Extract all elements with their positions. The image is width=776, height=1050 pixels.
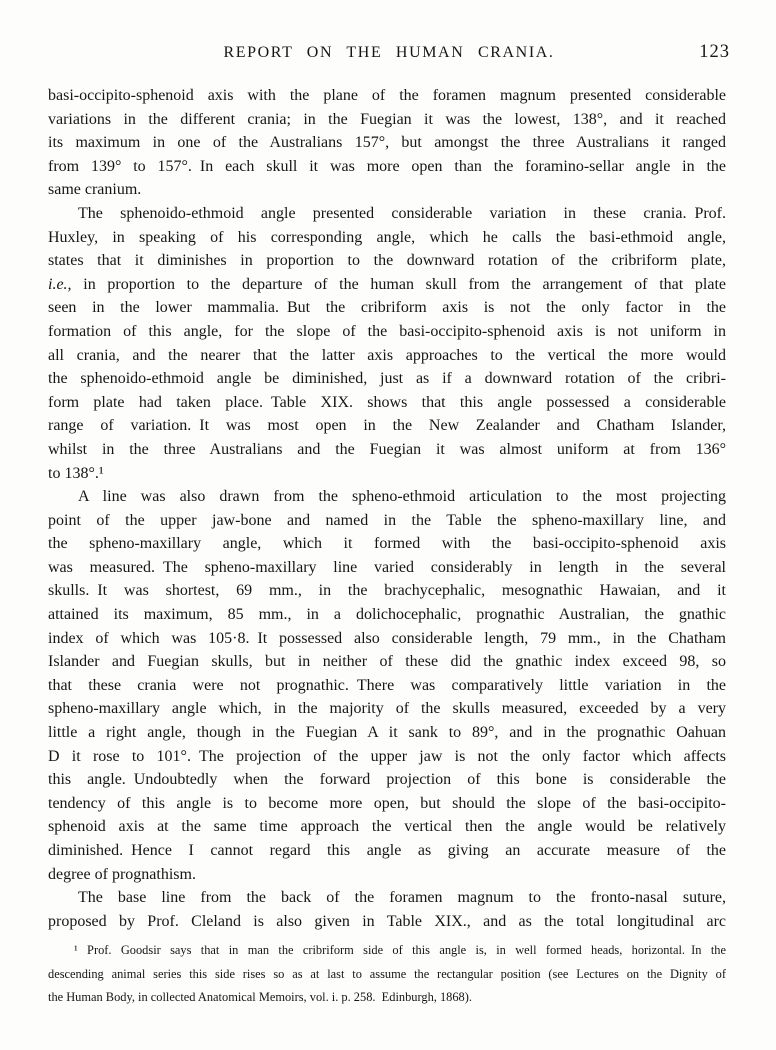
text-line: i.e., in proportion to the departure of the human skull from the arrangement of that plate — [48, 275, 726, 293]
text-line: attained its maximum, 85 mm., in a dolichocephalic, prognathic Australian, the gnathic — [48, 606, 726, 624]
text-line: skulls. It was shortest, 69 mm., in the brachycephalic, mesognathic Hawaian, and it — [48, 582, 726, 600]
paragraph — [48, 84, 726, 202]
text-line: index of which was 105·8. It possessed also considerable length, 79 mm., in the Chatham — [48, 629, 726, 647]
text-line: same cranium. — [48, 181, 142, 199]
text-line: The sphenoido-ethmoid angle presented considerable variation in these crania. Prof. — [78, 204, 726, 222]
text-line: formation of this angle, for the slope of the basi-occipito-sphenoid axis is not uniform in — [48, 322, 726, 340]
text-line: range of variation. It was most open in the New Zealander and Chatham Islander, — [48, 417, 726, 435]
text-line: The base line from the back of the foramen magnum to the fronto-nasal suture, — [78, 889, 726, 907]
running-header — [48, 44, 730, 68]
text-line: Islander and Fuegian skulls, but in neither of these did the gnathic index exceed 98, so — [48, 653, 726, 671]
text-line: the spheno-maxillary angle, which it formed with the basi-occipito-sphenoid axis — [48, 535, 726, 553]
paragraph — [48, 485, 726, 886]
text-line: all crania, and the nearer that the latter axis approaches to the vertical the more would — [48, 346, 726, 364]
body-paragraphs — [48, 84, 726, 933]
text-line: was measured. The spheno-maxillary line varied considerably in length in the several — [48, 558, 726, 576]
text-line: point of the upper jaw-bone and named in the Table the spheno-maxillary line, and — [48, 511, 726, 529]
paragraph — [48, 202, 726, 485]
text-line: its maximum in one of the Australians 157°, but amongst the three Australians it ranged — [48, 134, 726, 152]
paragraph — [48, 939, 726, 1009]
text-line: seen in the lower mammalia. But the cribriform axis is not the only factor in the — [48, 299, 726, 317]
text-line: Huxley, in speaking of his corresponding angle, which he calls the basi-ethmoid angle, — [48, 228, 726, 246]
running-title: REPORT ON THE HUMAN CRANIA. — [223, 44, 555, 61]
footnote — [48, 939, 726, 1009]
text-line: that these crania were not prognathic. There was comparatively little variation in the — [48, 676, 726, 694]
text-line: descending animal series this side rises so as at last to assume the rectangular position (see Lectures on the Dignity of — [48, 966, 726, 981]
text-block — [48, 84, 726, 1009]
text-line: diminished. Hence I cannot regard this angle as giving an accurate measure of the — [48, 842, 726, 859]
text-line: tendency of this angle is to become more open, but should the slope of the basi-occipito- — [48, 794, 726, 812]
text-line: from 139° to 157°. In each skull it was more open than the foramino-sellar angle in the — [48, 157, 726, 175]
paragraph — [48, 886, 726, 933]
text-line: little a right angle, though in the Fuegian A it sank to 89°, and in the prognathic Oahuan — [48, 724, 726, 742]
text-line: basi-occipito-sphenoid axis with the plane of the foramen magnum presented considerable — [48, 87, 726, 104]
text-line: the sphenoido-ethmoid angle be diminished, just as if a downward rotation of the cribri- — [48, 370, 726, 388]
text-line: variations in the different crania; in the Fuegian it was the lowest, 138°, and it reached — [48, 110, 726, 128]
page-number: 123 — [699, 42, 730, 62]
text-line: this angle. Undoubtedly when the forward projection of this bone is considerable the — [48, 771, 726, 789]
text-line: form plate had taken place. Table XIX. shows that this angle possessed a considerable — [48, 393, 726, 411]
text-line: A line was also drawn from the spheno-ethmoid articulation to the most projecting — [78, 488, 726, 506]
text-line: whilst in the three Australians and the Fuegian it was almost uniform at from 136° — [48, 440, 726, 458]
text-line: proposed by Prof. Cleland is also given in Table XIX., and as the total longitudinal arc — [48, 912, 726, 930]
text-line: spheno-maxillary angle which, in the majority of the skulls measured, exceeded by a very — [48, 700, 726, 718]
text-line: to 138°.¹ — [48, 464, 104, 482]
text-line: ¹ Prof. Goodsir says that in man the cribriform side of this angle is, in well formed heads, horizontal. In the — [74, 943, 726, 958]
text-line: sphenoid axis at the same time approach the vertical then the angle would be relatively — [48, 818, 726, 836]
text-line: degree of prognathism. — [48, 865, 196, 883]
text-line: states that it diminishes in proportion to the downward rotation of the cribriform plate, — [48, 252, 726, 270]
text-line: the Human Body, in collected Anatomical Memoirs, vol. i. p. 258. Edinburgh, 1868). — [48, 989, 472, 1004]
text-line: D it rose to 101°. The projection of the upper jaw is not the only factor which affects — [48, 747, 726, 765]
